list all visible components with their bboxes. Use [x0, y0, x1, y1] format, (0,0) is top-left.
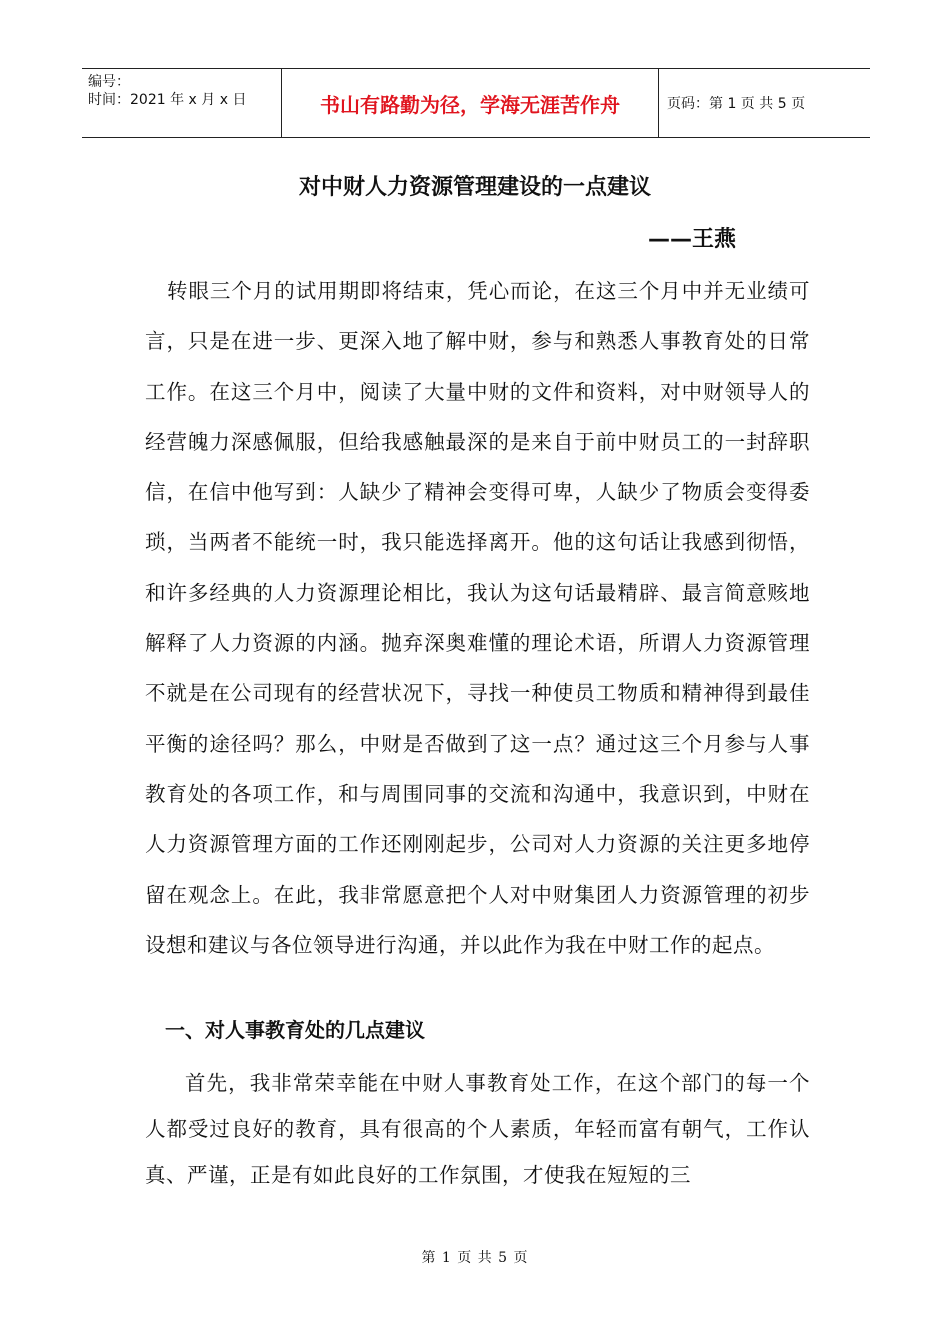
date-label: 时间：2021 年 x 月 x 日 [88, 92, 247, 108]
paragraph-section-1: 首先，我非常荣幸能在中财人事教育处工作，在这个部门的每一个人都受过良好的教育，具有很高的个人素质，年轻而富有朝气，工作认真、严谨，正是有如此良好的工作氛围，才使我在短短的三 [145, 1071, 810, 1187]
header-table [82, 68, 870, 138]
page-footer: 第 1 页 共 5 页 [421, 1250, 529, 1266]
motto-text: 书山有路勤为径，学海无涯苦作舟 [320, 92, 620, 117]
section-heading: 一、对人事教育处的几点建议 [165, 1018, 425, 1042]
document-author: ——王燕 [648, 227, 737, 252]
number-label: 编号： [88, 74, 130, 90]
header-meta-cell [82, 69, 282, 137]
motto-cell [282, 69, 659, 137]
paragraph-intro: 转眼三个月的试用期即将结束，凭心而论，在这三个月中并无业绩可言，只是在进一步、更深入地了解中财，参与和熟悉人事教育处的日常工作。在这三个月中，阅读了大量中财的文件和资料，对中财领导人的经营魄力深感佩服，但给我感触最深的是来自于前中财员工的一封辞职信，在信中他写到：人缺少了精神会变得可卑，人缺少了物质会变得委琐，当两者不能统一时，我只能选择离开。他的这句话让我感到彻悟，和许多经典的人力资源理论相比，我认为这句话最精辟、最言简意赅地解释了人力资源的内涵。抛弃深奥难懂的理论术语，所谓人力资源管理不就是在公司现有的经营状况下，寻找一种使员工物质和精神得到最佳平衡的途径吗？那么，中财是否做到了这一点？通过这三个月参与人事教育处的各项工作，和与周围同事的交流和沟通中，我意识到，中财在人力资源管理方面的工作还刚刚起步，公司对人力资源的关注更多地停留在观念上。在此，我非常愿意把个人对中财集团人力资源管理的初步设想和建议与各位领导进行沟通，并以此作为我在中财工作的起点。 [145, 279, 810, 957]
page-info-cell [659, 69, 870, 137]
document-title: 对中财人力资源管理建设的一点建议 [298, 175, 651, 200]
page-info-text: 页码：第 1 页 共 5 页 [667, 96, 806, 112]
